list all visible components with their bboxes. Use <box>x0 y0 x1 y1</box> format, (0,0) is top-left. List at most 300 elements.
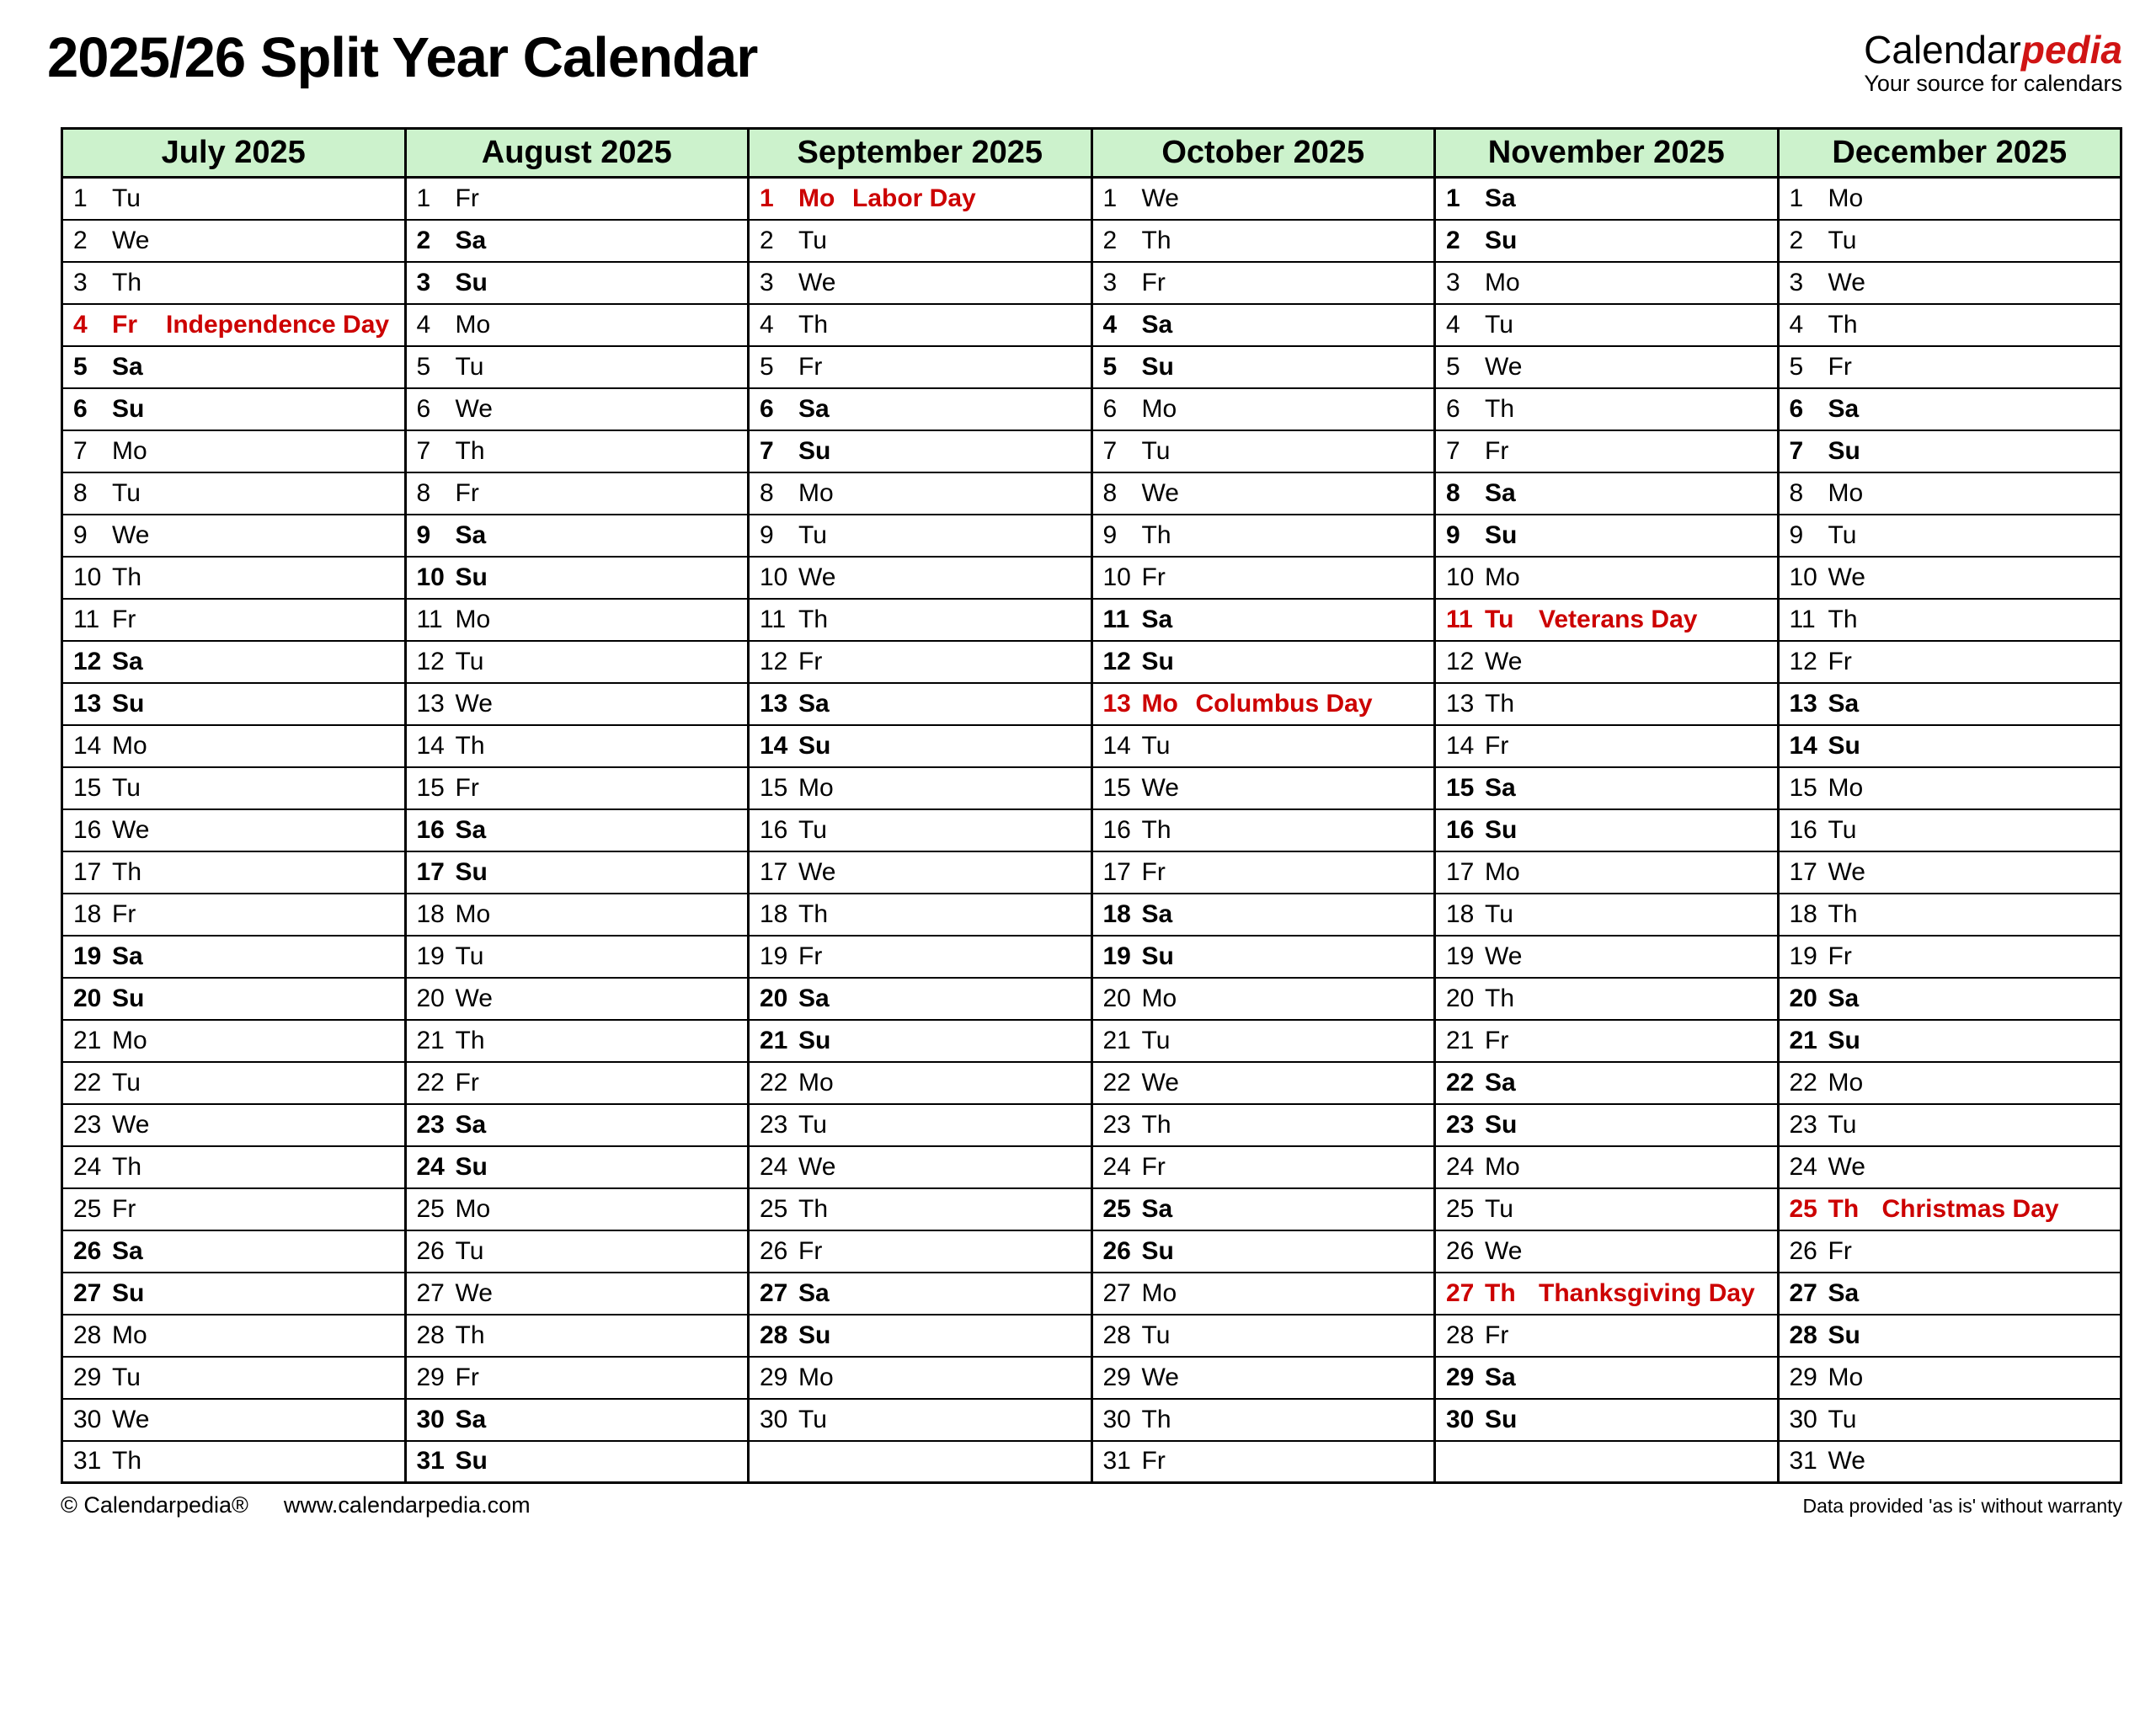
day-abbrev: Su <box>455 1447 488 1476</box>
day-cell <box>1091 1315 1435 1357</box>
day-abbrev: Tu <box>1141 1321 1171 1349</box>
day-abbrev: Mo <box>112 1321 147 1349</box>
day-abbrev: Fr <box>112 899 136 928</box>
day-number: 14 <box>416 731 445 760</box>
day-abbrev: Mo <box>455 1194 491 1223</box>
day-abbrev: Th <box>1485 984 1515 1012</box>
day-abbrev: Tu <box>1828 815 1857 844</box>
day-abbrev: Sa <box>798 984 830 1012</box>
day-abbrev: We <box>1141 1068 1179 1097</box>
day-abbrev: Tu <box>798 520 827 549</box>
day-number: 28 <box>1446 1321 1475 1349</box>
day-abbrev: Th <box>1141 1405 1171 1433</box>
day-cell <box>62 978 406 1020</box>
day-cell <box>405 809 749 851</box>
day-abbrev: We <box>1828 1152 1865 1181</box>
day-number: 10 <box>73 563 102 591</box>
holiday-cell <box>749 178 1092 220</box>
day-abbrev: Mo <box>798 1363 834 1391</box>
day-number: 2 <box>1446 226 1460 254</box>
day-number: 7 <box>73 436 88 465</box>
day-abbrev: Tu <box>1828 226 1857 254</box>
day-abbrev: Su <box>1141 942 1174 970</box>
day-cell <box>1091 1441 1435 1483</box>
day-cell <box>62 1273 406 1315</box>
day-abbrev: Th <box>1141 815 1171 844</box>
day-cell <box>62 1441 406 1483</box>
day-cell <box>405 1273 749 1315</box>
day-row <box>62 767 2121 809</box>
day-cell <box>749 809 1092 851</box>
day-abbrev: We <box>1485 1236 1523 1265</box>
day-abbrev: Th <box>455 731 485 760</box>
day-abbrev: Fr <box>798 1236 823 1265</box>
month-header: November 2025 <box>1435 129 1779 178</box>
day-number: 28 <box>760 1321 788 1349</box>
day-row <box>62 430 2121 472</box>
day-number: 1 <box>760 184 774 212</box>
day-abbrev: Tu <box>798 226 827 254</box>
day-row <box>62 851 2121 894</box>
day-abbrev: Sa <box>455 520 487 549</box>
footer-left <box>61 1492 531 1518</box>
day-number: 19 <box>1102 942 1131 970</box>
day-cell <box>405 515 749 557</box>
day-number: 22 <box>1789 1068 1817 1097</box>
day-abbrev: We <box>1141 773 1179 802</box>
day-cell <box>62 262 406 304</box>
day-abbrev: Sa <box>455 1110 487 1139</box>
day-number: 5 <box>1789 352 1804 381</box>
day-abbrev: Mo <box>1141 394 1177 423</box>
day-number: 1 <box>1102 184 1118 212</box>
day-number: 5 <box>73 352 88 381</box>
day-cell <box>405 388 749 430</box>
day-cell <box>1778 978 2121 1020</box>
day-cell <box>62 557 406 599</box>
day-abbrev: Sa <box>1485 773 1516 802</box>
holiday-label: Labor Day <box>852 184 976 212</box>
day-cell <box>1091 725 1435 767</box>
day-cell <box>1091 851 1435 894</box>
month-header: August 2025 <box>405 129 749 178</box>
day-cell <box>749 1020 1092 1062</box>
day-abbrev: Su <box>1485 815 1518 844</box>
day-number: 16 <box>760 815 788 844</box>
day-number: 9 <box>73 520 88 549</box>
day-row <box>62 683 2121 725</box>
day-abbrev: Th <box>1828 899 1858 928</box>
day-cell <box>1091 1020 1435 1062</box>
day-cell <box>1091 178 1435 220</box>
day-abbrev: Mo <box>1141 1278 1177 1307</box>
footer-url-link[interactable]: www.calendarpedia.com <box>283 1492 531 1518</box>
day-abbrev: We <box>1141 478 1179 507</box>
day-number: 16 <box>416 815 445 844</box>
day-number: 23 <box>760 1110 788 1139</box>
day-abbrev: Su <box>112 689 145 718</box>
day-number: 2 <box>73 226 88 254</box>
day-cell <box>1778 1020 2121 1062</box>
day-row <box>62 1441 2121 1483</box>
day-abbrev: Su <box>1485 1110 1518 1139</box>
day-cell <box>405 430 749 472</box>
day-abbrev: Th <box>455 1026 485 1054</box>
day-abbrev: Fr <box>798 647 823 675</box>
holiday-label: Thanksgiving Day <box>1539 1278 1755 1307</box>
day-abbrev: Th <box>112 857 142 886</box>
day-abbrev: Th <box>1485 1278 1516 1307</box>
day-cell <box>1091 430 1435 472</box>
day-cell <box>1778 936 2121 978</box>
day-abbrev: Mo <box>1485 1152 1520 1181</box>
day-number: 21 <box>760 1026 788 1054</box>
day-number: 13 <box>1102 689 1131 718</box>
day-cell <box>405 683 749 725</box>
day-number: 10 <box>1102 563 1131 591</box>
day-cell <box>1091 1146 1435 1188</box>
day-abbrev: Mo <box>455 899 491 928</box>
day-row <box>62 725 2121 767</box>
day-abbrev: Mo <box>1141 689 1178 718</box>
day-cell <box>1435 894 1779 936</box>
day-cell <box>1778 388 2121 430</box>
day-abbrev: Th <box>1141 520 1171 549</box>
day-cell <box>1435 1188 1779 1230</box>
day-cell <box>749 1230 1092 1273</box>
day-abbrev: We <box>112 815 150 844</box>
day-cell <box>1435 641 1779 683</box>
day-abbrev: Fr <box>1828 352 1852 381</box>
day-number: 12 <box>416 647 445 675</box>
day-abbrev: We <box>112 1405 150 1433</box>
day-number: 1 <box>1789 184 1804 212</box>
day-cell <box>749 1399 1092 1441</box>
day-cell <box>749 346 1092 388</box>
day-abbrev: Fr <box>112 1194 136 1223</box>
day-number: 21 <box>1789 1026 1817 1054</box>
day-abbrev: Sa <box>112 1236 143 1265</box>
day-abbrev: Su <box>1828 436 1860 465</box>
day-cell <box>1435 262 1779 304</box>
day-cell <box>62 388 406 430</box>
day-abbrev: Su <box>1141 647 1174 675</box>
day-abbrev: We <box>798 1152 836 1181</box>
day-cell <box>405 1357 749 1399</box>
day-abbrev: Tu <box>455 1236 484 1265</box>
day-number: 16 <box>1446 815 1475 844</box>
day-abbrev: Fr <box>455 773 479 802</box>
day-cell <box>62 472 406 515</box>
day-abbrev: Tu <box>1141 731 1171 760</box>
day-number: 20 <box>1446 984 1475 1012</box>
day-abbrev: Mo <box>1828 184 1864 212</box>
day-cell <box>749 1188 1092 1230</box>
day-cell <box>1778 809 2121 851</box>
day-abbrev: Sa <box>798 689 830 718</box>
day-cell <box>405 1441 749 1483</box>
day-abbrev: Su <box>1485 520 1518 549</box>
day-number: 2 <box>1102 226 1118 254</box>
day-number: 22 <box>416 1068 445 1097</box>
day-cell <box>1778 1357 2121 1399</box>
day-number: 7 <box>1102 436 1118 465</box>
day-cell <box>1435 178 1779 220</box>
day-cell <box>405 1020 749 1062</box>
day-cell <box>1435 725 1779 767</box>
day-number: 14 <box>1102 731 1131 760</box>
day-abbrev: Tu <box>112 773 141 802</box>
day-abbrev: Su <box>1828 1321 1860 1349</box>
day-abbrev: Th <box>1828 1194 1860 1223</box>
day-number: 4 <box>1446 310 1460 339</box>
holiday-label: Christmas Day <box>1881 1194 2059 1223</box>
day-number: 30 <box>1446 1405 1475 1433</box>
day-cell <box>1091 557 1435 599</box>
day-number: 30 <box>416 1405 445 1433</box>
day-abbrev: Su <box>1141 352 1174 381</box>
day-number: 25 <box>1446 1194 1475 1223</box>
day-abbrev: Tu <box>1828 520 1857 549</box>
day-abbrev: Mo <box>798 478 834 507</box>
day-abbrev: We <box>798 857 836 886</box>
day-number: 30 <box>73 1405 102 1433</box>
day-cell <box>1091 388 1435 430</box>
day-abbrev: Su <box>112 394 145 423</box>
day-number: 15 <box>1446 773 1475 802</box>
day-cell <box>1778 557 2121 599</box>
day-cell <box>1091 1399 1435 1441</box>
day-number: 7 <box>416 436 431 465</box>
day-cell <box>1435 1062 1779 1104</box>
day-number: 20 <box>1789 984 1817 1012</box>
day-cell <box>62 220 406 262</box>
day-abbrev: Su <box>1485 1405 1518 1433</box>
day-number: 8 <box>416 478 431 507</box>
day-number: 26 <box>760 1236 788 1265</box>
day-number: 1 <box>1446 184 1460 212</box>
day-number: 7 <box>1789 436 1804 465</box>
day-cell <box>1091 1188 1435 1230</box>
day-abbrev: Fr <box>112 605 136 633</box>
day-cell <box>62 894 406 936</box>
day-abbrev: Tu <box>1828 1405 1857 1433</box>
day-number: 17 <box>1789 857 1817 886</box>
day-cell <box>749 304 1092 346</box>
day-abbrev: Su <box>455 857 488 886</box>
day-number: 7 <box>1446 436 1460 465</box>
day-abbrev: Su <box>798 1321 831 1349</box>
day-number: 11 <box>1102 605 1130 633</box>
day-number: 18 <box>760 899 788 928</box>
day-number: 25 <box>73 1194 102 1223</box>
day-cell <box>1778 1230 2121 1273</box>
day-abbrev: Sa <box>455 1405 487 1433</box>
day-abbrev: Fr <box>1141 1152 1166 1181</box>
day-number: 1 <box>73 184 88 212</box>
day-abbrev: Th <box>455 436 485 465</box>
day-number: 22 <box>1446 1068 1475 1097</box>
day-row <box>62 1146 2121 1188</box>
day-number: 5 <box>1446 352 1460 381</box>
day-number: 27 <box>1789 1278 1817 1307</box>
day-cell <box>749 725 1092 767</box>
day-number: 11 <box>416 605 443 633</box>
day-abbrev: Mo <box>1485 268 1520 296</box>
day-cell <box>1778 1146 2121 1188</box>
day-cell <box>405 1104 749 1146</box>
day-abbrev: Tu <box>1485 310 1513 339</box>
day-number: 3 <box>1446 268 1460 296</box>
day-number: 9 <box>1789 520 1804 549</box>
day-abbrev: Tu <box>112 478 141 507</box>
day-cell <box>749 1357 1092 1399</box>
day-number: 19 <box>1789 942 1817 970</box>
day-number: 17 <box>760 857 788 886</box>
day-cell <box>1778 220 2121 262</box>
day-abbrev: Th <box>455 1321 485 1349</box>
holiday-label: Independence Day <box>166 310 390 339</box>
day-abbrev: Fr <box>1141 1447 1166 1476</box>
day-number: 21 <box>1446 1026 1475 1054</box>
day-number: 9 <box>1446 520 1460 549</box>
day-cell <box>1435 767 1779 809</box>
day-cell <box>1435 809 1779 851</box>
day-cell <box>405 1146 749 1188</box>
day-cell <box>1778 1441 2121 1483</box>
day-number: 17 <box>1446 857 1475 886</box>
day-number: 30 <box>1102 1405 1131 1433</box>
day-number: 24 <box>1789 1152 1817 1181</box>
day-cell <box>405 1062 749 1104</box>
day-cell <box>749 262 1092 304</box>
day-number: 18 <box>1789 899 1817 928</box>
day-cell <box>1778 599 2121 641</box>
day-abbrev: Th <box>798 1194 829 1223</box>
day-abbrev: Tu <box>1141 1026 1171 1054</box>
day-abbrev: Sa <box>1828 394 1860 423</box>
day-number: 26 <box>1102 1236 1131 1265</box>
day-abbrev: We <box>1141 1363 1179 1391</box>
day-abbrev: Su <box>1828 1026 1860 1054</box>
day-number: 10 <box>1446 563 1475 591</box>
day-abbrev: Th <box>798 605 829 633</box>
day-abbrev: Th <box>798 899 829 928</box>
day-cell <box>1778 1315 2121 1357</box>
day-abbrev: Tu <box>1485 1194 1513 1223</box>
day-abbrev: Fr <box>1141 857 1166 886</box>
day-cell <box>62 936 406 978</box>
holiday-cell <box>62 304 406 346</box>
day-number: 31 <box>1102 1447 1131 1476</box>
day-abbrev: We <box>455 394 493 423</box>
day-number: 17 <box>416 857 445 886</box>
day-cell <box>405 1188 749 1230</box>
day-cell <box>1091 1357 1435 1399</box>
day-cell <box>1091 641 1435 683</box>
day-number: 29 <box>1789 1363 1817 1391</box>
day-cell <box>1778 725 2121 767</box>
day-abbrev: Fr <box>1485 731 1509 760</box>
day-row <box>62 1357 2121 1399</box>
day-number: 29 <box>416 1363 445 1391</box>
day-number: 24 <box>416 1152 445 1181</box>
day-cell <box>62 767 406 809</box>
day-cell <box>1778 346 2121 388</box>
day-cell <box>749 641 1092 683</box>
day-number: 24 <box>1102 1152 1131 1181</box>
day-number: 11 <box>73 605 100 633</box>
day-abbrev: We <box>798 268 836 296</box>
day-cell <box>749 1062 1092 1104</box>
day-cell <box>1435 1230 1779 1273</box>
day-number: 4 <box>1789 310 1804 339</box>
day-cell <box>62 851 406 894</box>
day-number: 28 <box>1102 1321 1131 1349</box>
day-abbrev: We <box>455 984 493 1012</box>
day-cell <box>749 978 1092 1020</box>
day-cell <box>1435 346 1779 388</box>
day-row <box>62 1188 2121 1230</box>
day-number: 3 <box>73 268 88 296</box>
month-header: July 2025 <box>62 129 406 178</box>
day-cell <box>62 1146 406 1188</box>
day-abbrev: Sa <box>1485 184 1516 212</box>
day-number: 23 <box>1446 1110 1475 1139</box>
day-abbrev: Tu <box>455 942 484 970</box>
day-number: 27 <box>1446 1278 1475 1307</box>
day-abbrev: Fr <box>455 1363 479 1391</box>
day-number: 20 <box>760 984 788 1012</box>
day-cell <box>62 1230 406 1273</box>
day-abbrev: Mo <box>112 731 147 760</box>
day-cell <box>405 472 749 515</box>
day-abbrev: Sa <box>1141 310 1173 339</box>
day-cell <box>405 599 749 641</box>
day-number: 21 <box>1102 1026 1131 1054</box>
day-cell <box>405 262 749 304</box>
day-number: 4 <box>760 310 774 339</box>
day-cell <box>1778 1104 2121 1146</box>
day-cell <box>1435 472 1779 515</box>
day-cell <box>1091 346 1435 388</box>
day-number: 10 <box>416 563 445 591</box>
day-number: 18 <box>416 899 445 928</box>
day-number: 21 <box>73 1026 102 1054</box>
day-cell <box>749 430 1092 472</box>
day-cell <box>405 346 749 388</box>
day-cell <box>749 220 1092 262</box>
day-number: 28 <box>416 1321 445 1349</box>
holiday-cell <box>1435 599 1779 641</box>
day-abbrev: Mo <box>455 605 491 633</box>
day-abbrev: We <box>112 226 150 254</box>
day-number: 25 <box>416 1194 445 1223</box>
day-number: 2 <box>416 226 431 254</box>
day-number: 18 <box>1446 899 1475 928</box>
day-cell <box>405 978 749 1020</box>
day-number: 15 <box>416 773 445 802</box>
day-abbrev: Su <box>798 731 831 760</box>
day-number: 14 <box>760 731 788 760</box>
day-abbrev: Su <box>798 1026 831 1054</box>
day-row <box>62 894 2121 936</box>
day-abbrev: Fr <box>1828 1236 1852 1265</box>
day-cell <box>1091 936 1435 978</box>
day-number: 21 <box>416 1026 445 1054</box>
day-number: 10 <box>1789 563 1817 591</box>
day-abbrev: Sa <box>455 815 487 844</box>
